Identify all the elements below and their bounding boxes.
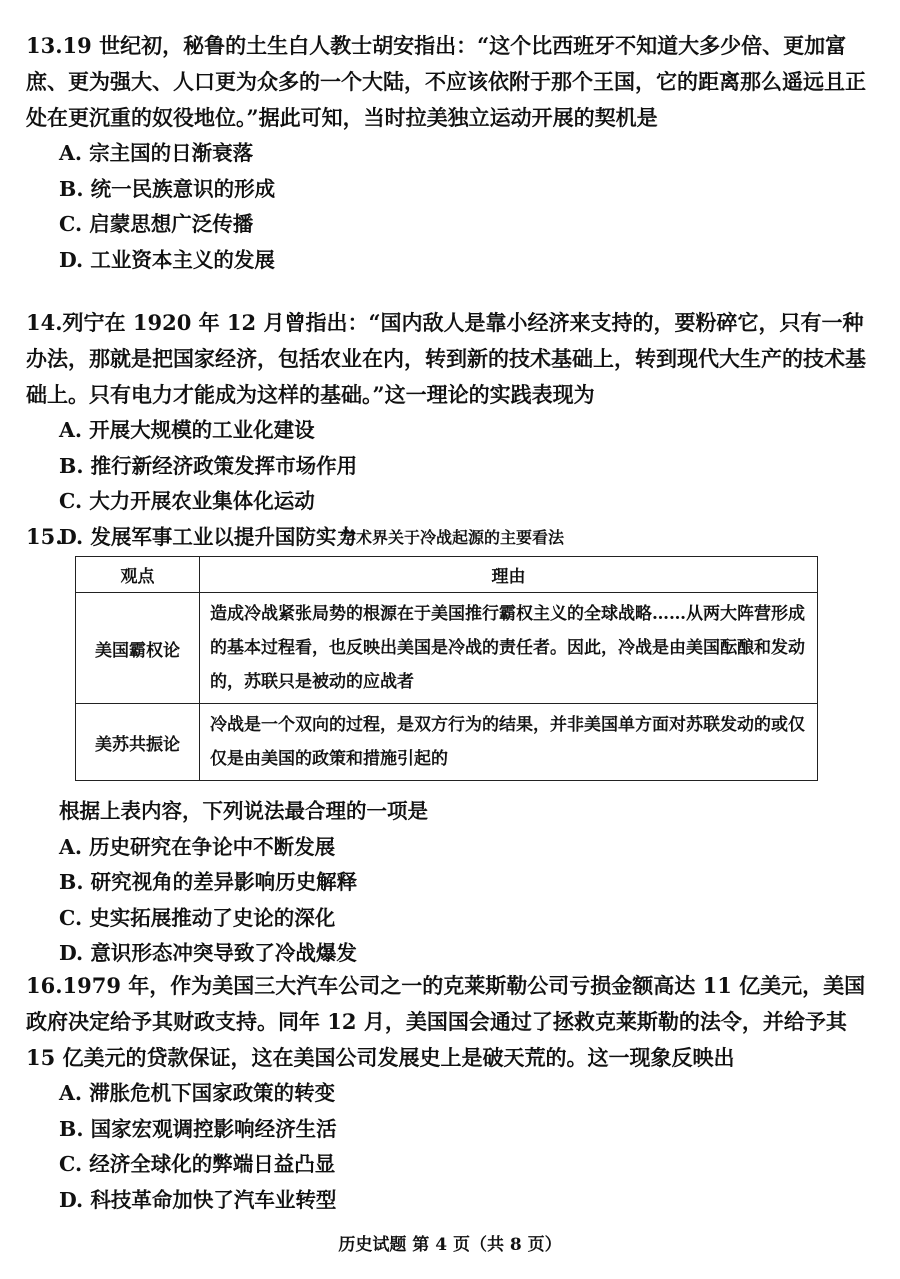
question-text: 1979 年，作为美国三大汽车公司之一的克莱斯勒公司亏损金额高达 11 亿美元，美国政府决定给予其财政支持。同年 12 月，美国国会通过了拯救克莱斯勒的法令，并给予其 15 亿美元的贷款保证，这在美国公司发展史上是破天荒的。这一现象反映出 bbox=[26, 973, 866, 1070]
option-d: D. 工业资本主义的发展 bbox=[59, 247, 275, 272]
option-c: C. 经济全球化的弊端日益凸显 bbox=[59, 1152, 336, 1176]
option-a: A. 开展大规模的工业化建设 bbox=[59, 418, 315, 442]
view-cell: 美苏共振论 bbox=[76, 704, 200, 781]
option-d: D. 科技革命加快了汽车业转型 bbox=[59, 1187, 337, 1212]
reason-cell: 造成冷战紧张局势的根源在于美国推行霸权主义的全球战略……从两大阵营形成的基本过程看，也反映出美国是冷战的责任者。因此，冷战是由美国酝酿和发动的，苏联只是被动的应战者 bbox=[200, 593, 818, 704]
question-14 bbox=[26, 305, 878, 555]
option-c: C. 史实拓展推动了史论的深化 bbox=[59, 905, 336, 930]
question-stem bbox=[26, 305, 878, 413]
question-number: 16. bbox=[26, 973, 63, 998]
table-row bbox=[76, 593, 818, 704]
question-number: 14. bbox=[26, 310, 63, 335]
question-text: 根据上表内容，下列说法最合理的一项是 bbox=[59, 799, 428, 823]
question-stem bbox=[26, 968, 878, 1076]
option-b: B. 推行新经济政策发挥市场作用 bbox=[59, 453, 358, 478]
question-13 bbox=[26, 28, 878, 278]
option-d: D. 意识形态冲突导致了冷战爆发 bbox=[59, 941, 357, 965]
column-header-reason: 理由 bbox=[200, 557, 818, 593]
option-b: B. 统一民族意识的形成 bbox=[59, 176, 276, 201]
reason-cell: 冷战是一个双向的过程，是双方行为的结果，并非美国单方面对苏联发动的或仅仅是由美国的政策和措施引起的 bbox=[200, 704, 818, 781]
option-d: D. 发展军事工业以提升国防实力 bbox=[59, 524, 357, 549]
option-a: A. 宗主国的日渐衰落 bbox=[59, 141, 254, 165]
question-text: 列宁在 1920 年 12 月曾指出：“国内敌人是靠小经济来支持的，要粉碎它，只有一种办法，那就是把国家经济，包括农业在内，转到新的技术基础上，转到现代大生产的技术基础上。只有电力才能成为这样的基础。”这一理论的实践表现为 bbox=[26, 310, 866, 407]
question-15 bbox=[26, 524, 878, 974]
table-row bbox=[76, 704, 818, 781]
question-number: 15. bbox=[26, 524, 63, 549]
view-cell: 美国霸权论 bbox=[76, 593, 200, 704]
question-15-body bbox=[26, 794, 878, 972]
table-title: 学术界关于冷战起源的主要看法 bbox=[339, 528, 564, 547]
option-c: C. 启蒙思想广泛传播 bbox=[59, 212, 254, 236]
option-c: C. 大力开展农业集体化运动 bbox=[59, 489, 315, 513]
option-b: B. 国家宏观调控影响经济生活 bbox=[59, 1116, 337, 1141]
question-text: 19 世纪初，秘鲁的土生白人教士胡安指出：“这个比西班牙不知道大多少倍、更加富庶、更为强大、人口更为众多的一个大陆，不应该依附于那个王国，它的距离那么遥远且正处在更沉重的奴役地位。”据此可知，当时拉美独立运动开展的契机是 bbox=[26, 33, 866, 130]
option-a: A. 历史研究在争论中不断发展 bbox=[59, 834, 336, 859]
views-table bbox=[75, 556, 818, 781]
page-footer: 历史试题 第 4 页（共 8 页） bbox=[338, 1235, 562, 1255]
table-header-row bbox=[76, 557, 818, 593]
question-number: 13. bbox=[26, 33, 63, 58]
option-a: A. 滞胀危机下国家政策的转变 bbox=[59, 1081, 336, 1105]
column-header-view: 观点 bbox=[76, 557, 200, 593]
question-stem bbox=[26, 28, 878, 136]
option-b: B. 研究视角的差异影响历史解释 bbox=[59, 870, 358, 894]
question-16 bbox=[26, 968, 878, 1218]
